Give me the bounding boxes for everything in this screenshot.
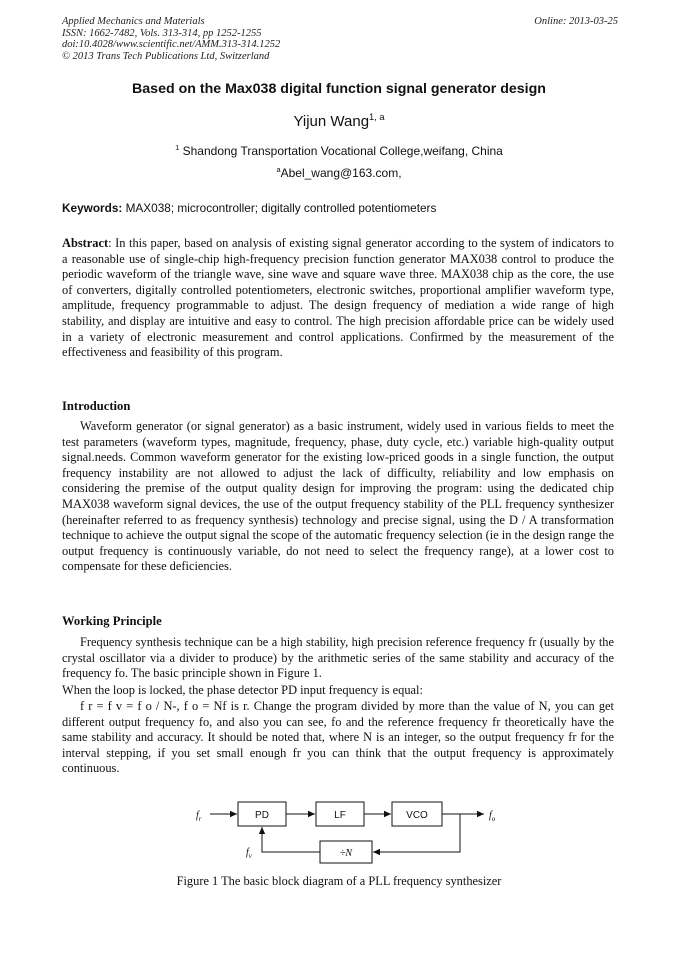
working-principle-paragraph-2: When the loop is locked, the phase detector PD input frequency is equal: [62,683,423,697]
pd-label: PD [255,810,269,821]
email-line [0,166,678,180]
keywords-line [62,201,618,215]
pll-diagram-svg [180,792,510,870]
abstract-label: Abstract [62,236,109,250]
feedback-frequency-label: $f_v$ [246,847,252,860]
working-principle-paragraph-1: Frequency synthesis technique can be a high stability, high precision reference frequency fr (usually by the crystal oscillator via a divider to produce) by the arithmetic series of the same stability and accuracy of the frequency fo. The basic principle shown in Figure 1. [62,635,614,681]
affiliation-line [0,144,678,158]
author-name: Yijun Wang [293,113,370,130]
affiliation-text: Shandong Transportation Vocational College,weifang, China [179,144,503,158]
input-frequency-label: $f_r$ [196,810,202,823]
author-superscript: 1, a [369,112,385,122]
paper-title: Based on the Max038 digital function signal generator design [132,81,546,97]
journal-header [62,16,618,62]
pll-block-diagram [180,792,510,870]
output-frequency-label: $f_o$ [489,810,496,823]
journal-doi: doi:10.4028/www.scientific.net/AMM.313-314.1252 [62,39,281,51]
figure-caption: Figure 1 The basic block diagram of a PLL frequency synthesizer [176,874,502,888]
introduction-heading: Introduction [62,399,131,413]
keywords-text: MAX038; microcontroller; digitally controlled potentiometers [122,201,437,215]
journal-copyright: © 2013 Trans Tech Publications Ltd, Switzerland [62,50,270,62]
divider-to-pd-line [262,827,320,852]
email-superscript: a [276,165,281,174]
online-date: Online: 2013-03-25 [534,16,618,27]
lf-label: LF [334,810,346,821]
abstract-text: : In this paper, based on analysis of existing signal generator according to the system of indicators to a reasonable use of single-chip high-frequency precision function generator MAX038 control to produce the periodic waveform of the triangle wave, sine wave and square wave three. MAX038 chip as the core, the use of converters, digitally controlled potentiometers, electronic switches, proportional amplifier waveform type, amplitude, frequency programmable to adjust. The design frequency of mediation a wide range of high stability, and display are intuitive and easy to control. The high precision affordable price can be widely used in a variety of electronic measurement and control applications. Confirmed by the measurement of the effectiveness and feasibility of this program. [62,236,614,360]
keywords-label: Keywords: [62,201,123,215]
affiliation-superscript: 1 [175,143,180,152]
abstract-paragraph [62,236,614,361]
email-text: Abel_wang@163.com, [280,166,402,180]
working-principle-heading: Working Principle [62,614,162,628]
divider-label: ÷N [339,848,353,859]
working-principle-paragraph-3: f r = f v = f o / N-, f o = Nf is r. Change the program divided by more than the value of N, you can get different output frequency fo, and also you can see, fo and the reference frequency fr theoretically have the same stability and accuracy. It should be noted that, where N is an integer, so the output frequency fr for the interval stepping, if you set small enough fr you can think that the output frequency is approximately continuous. [62,699,614,776]
journal-name: Applied Mechanics and Materials [62,16,205,27]
author-line [0,113,678,130]
vco-label: VCO [406,810,428,821]
introduction-paragraph: Waveform generator (or signal generator) as a basic instrument, widely used in various fields to meet the test parameters (waveform types, magnitude, frequency, phase, duty cycle, etc.) variable high-quality output signal.needs. Common waveform generator for the existing low-priced goods in a single function, the output frequency instability are not allowed to adjust the lack of difficulty, reliability and low emphasis on considering the premise of the output quality design for improving the program: using the dedicated chip MAX038 waveform signal devices, the use of the output frequency stability of the PLL frequency synthesizer (hereinafter referred to as frequency synthesis) technology and precise signal, using the D / A transformation technique to achieve the output signal the scope of the automatic frequency selection (ie in the design range the output frequency is continuously variable, do not need to select the frequency range), at a lower cost to compensate for these deficiencies. [62,419,614,574]
journal-issn: ISSN: 1662-7482, Vols. 313-314, pp 1252-1255 [62,27,262,39]
